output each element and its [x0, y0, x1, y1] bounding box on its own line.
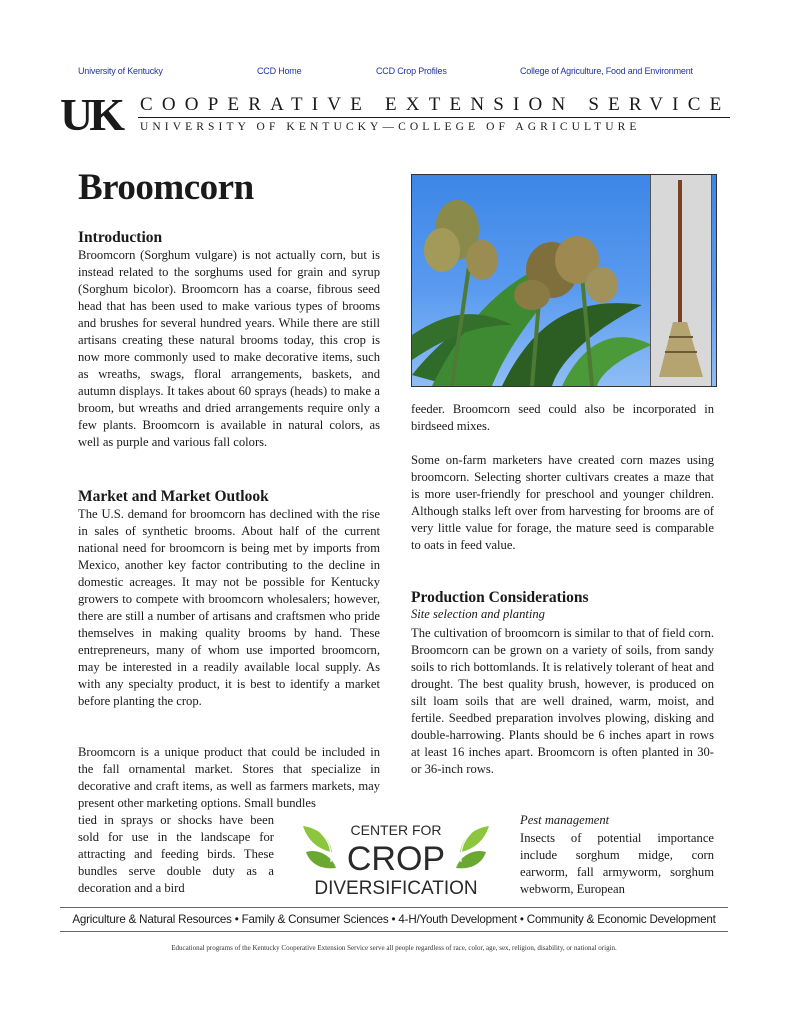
ccd-logo-line1: CENTER FOR [350, 822, 442, 838]
pest-management-subheading: Pest management [520, 813, 610, 827]
masthead [60, 89, 731, 140]
site-selection-subheading: Site selection and planting [411, 607, 545, 621]
ccd-logo [298, 818, 494, 898]
pest-management-text: Insects of potential importance include sorghum midge, corn earworm, fall armyworm, sorghum webworm, European [520, 831, 714, 896]
col2-text-2: Some on-farm marketers have created corn mazes using broomcorn. Selecting shorter cultivars creates a maze that is more user-friendly for preschool and younger children. Although stalks left over from harvesting for brooms are of very little value for forage, the mature seed is comparable to oats in feed value. [411, 453, 714, 552]
masthead-rule [138, 117, 730, 118]
site-selection-text: The cultivation of broomcorn is similar to that of field corn. Broomcorn can be grown on a variety of soils, from sandy soils to rich bottomlands. It is relatively tolerant of heat and drought. The best quality brush, however, is produced on silt loam soils that are well drained, warm, moist, and fertile. Seedbed preparation involves plowing, disking and double-harrowing. Plants should be 6 inches apart in rows at least 16 inches apart. Broomcorn is often planted in 30- or 36-inch rows. [411, 626, 714, 776]
footer-rule-top [60, 907, 728, 908]
intro-text: Broomcorn (Sorghum vulgare) is not actually corn, but is instead related to the sorghums used for grain and syrup (Sorghum bicolor). Broomcorn has a coarse, fibrous seed head that has been used to make various types of brooms and brushes for several hundred years. While there are still artisans creating these natural brooms today, this crop is now more commonly used to make decorative items, such as wreaths, swags, floral arrangements, baskets, and autumn displays. It takes about 60 sprays (heads) to make a broom, but wreaths and dried arrangements require only a few plants. Broomcorn is available in natural colors, as well as purple and various fall colors. [78, 248, 380, 449]
broom-inset-photo [650, 174, 712, 387]
broomcorn-photo [411, 174, 717, 387]
uk-logo: UK [60, 89, 121, 140]
production-heading: Production Considerations [411, 589, 589, 606]
market-text-2: Broomcorn is a unique product that could be included in the fall ornamental market. Stores that specialize in decorative and craft items, as well as farmers markets, may present other marketing options. Small bundles [78, 745, 380, 810]
market-text-3: tied in sprays or shocks have been sold for use in the landscape for attracting and feeding birds. These bundles serve double duty as a decoration and a bird [78, 813, 274, 895]
nav-link-ccd-home[interactable]: CCD Home [257, 66, 302, 76]
broom-icon [651, 174, 711, 387]
intro-heading: Introduction [78, 229, 163, 246]
ccd-logo-line3: DIVERSIFICATION [314, 878, 478, 898]
nav-link-ccd-crop-profiles[interactable]: CCD Crop Profiles [376, 66, 447, 76]
footer-programs: Agriculture & Natural Resources • Family & Consumer Sciences • 4-H/Youth Development • Community & Economic Development [72, 913, 716, 926]
leaf-icon [298, 818, 494, 898]
top-nav [0, 66, 791, 80]
nav-link-college[interactable]: College of Agriculture, Food and Environment [520, 66, 693, 76]
masthead-subtitle: UNIVERSITY OF KENTUCKY—COLLEGE OF AGRICULTURE [140, 121, 641, 133]
masthead-title: COOPERATIVE EXTENSION SERVICE [140, 94, 731, 115]
col2-text-1: feeder. Broomcorn seed could also be incorporated in birdseed mixes. [411, 402, 714, 433]
ccd-logo-line2: CROP [346, 840, 446, 878]
market-text-1: The U.S. demand for broomcorn has declined with the rise in sales of synthetic brooms. About half of the current national need for broomcorn is being met by imports from Mexico, another key factor contributing to the decline in domestic acreages. It may not be possible for Kentucky growers to compete with broomcorn wholesalers; however, there are still a number of artisans and craftsmen who pride themselves in making quality brooms by hand. These entrepreneurs, many of whom use imported broomcorn, may be interested in a readily available local supply. As with any specialty product, it is best to identify a market before planting the crop. [78, 507, 380, 708]
market-heading: Market and Market Outlook [78, 488, 269, 505]
page-title: Broomcorn [78, 167, 254, 208]
footer-disclaimer: Educational programs of the Kentucky Cooperative Extension Service serve all people regardless of race, color, age, sex, religion, disability, or national origin. [171, 944, 617, 952]
footer-rule-bottom [60, 931, 728, 932]
nav-link-uk[interactable]: University of Kentucky [78, 66, 163, 76]
